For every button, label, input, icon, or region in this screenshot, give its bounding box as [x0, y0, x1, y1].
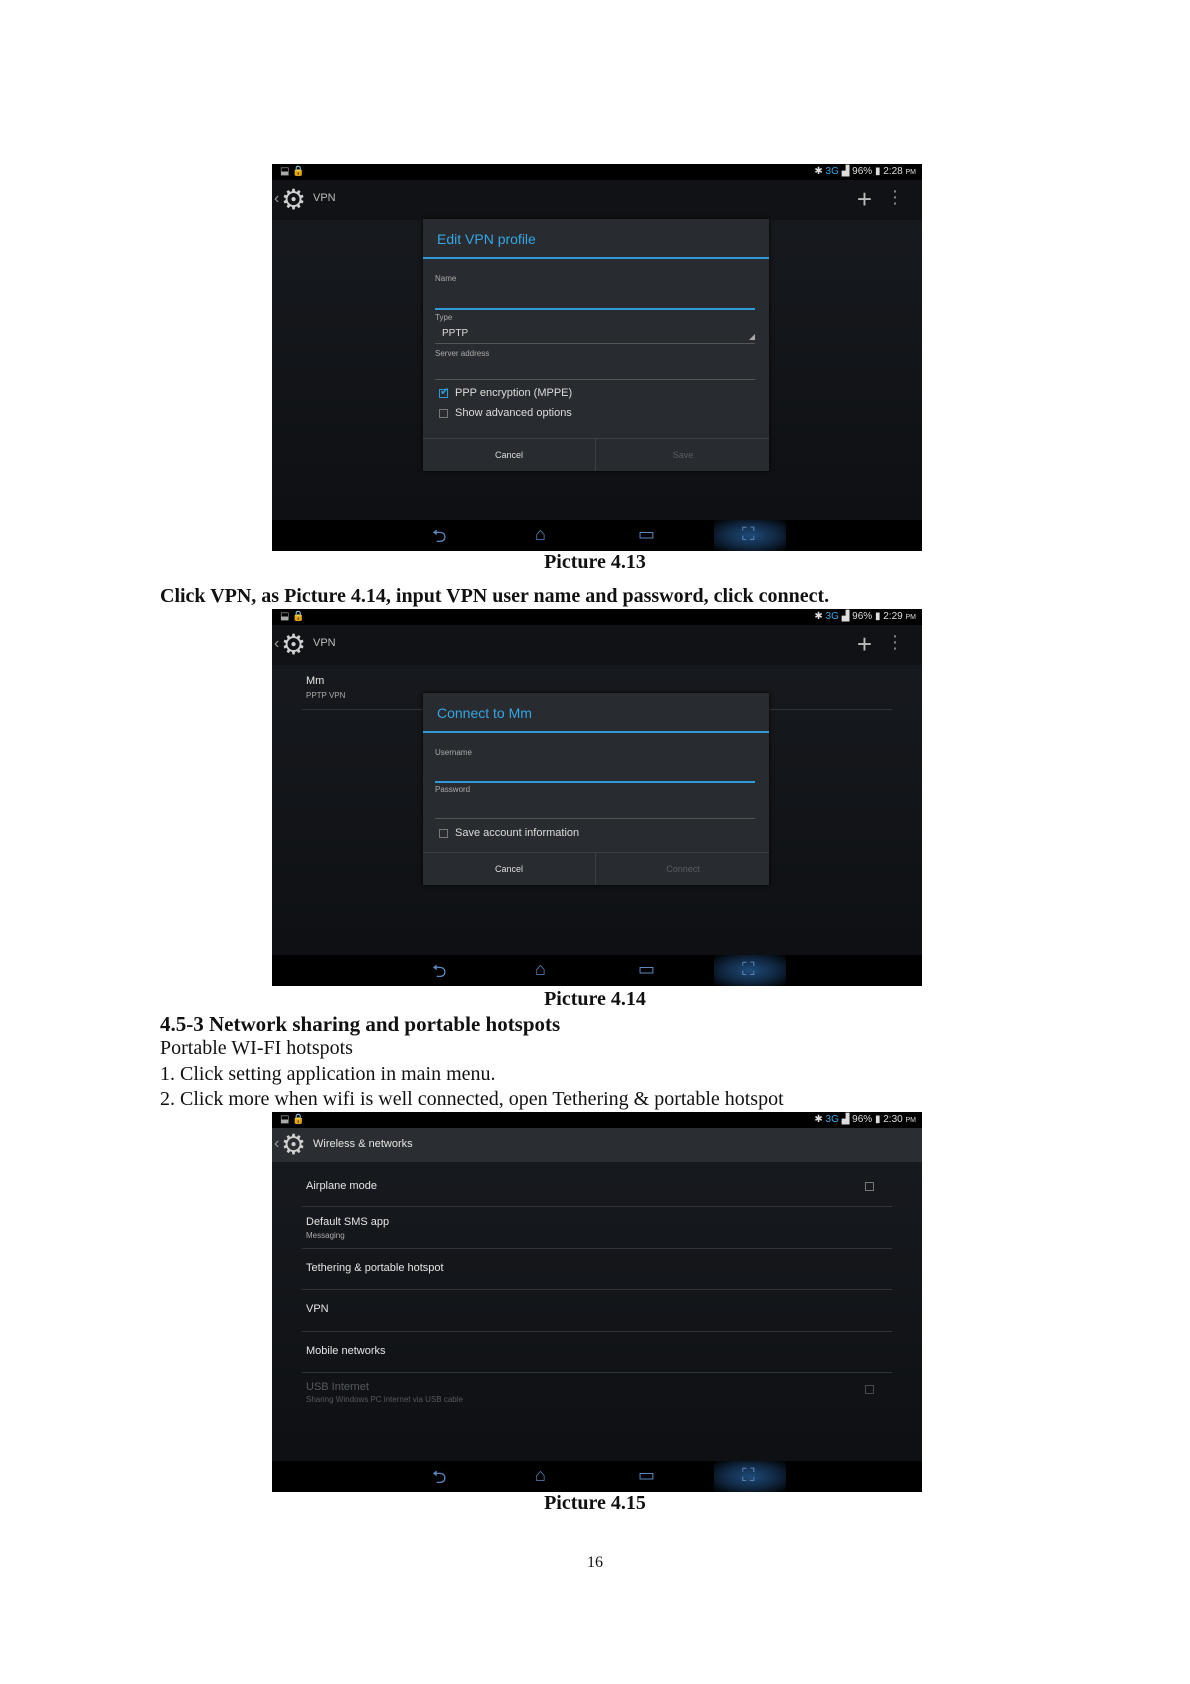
clock-ampm: PM: [905, 614, 916, 621]
section-heading: 4.5-3 Network sharing and portable hotspots: [160, 1012, 561, 1036]
step-2: 2. Click more when wifi is well connected, open Tethering & portable hotspot: [160, 1088, 784, 1110]
action-bar-title: VPN: [313, 637, 336, 649]
default-sms-item[interactable]: [302, 1207, 892, 1249]
instruction-connect-vpn: Click VPN, as Picture 4.14, input VPN user name and password, click connect.: [160, 585, 830, 607]
action-bar: [272, 625, 922, 665]
add-icon[interactable]: +: [856, 629, 872, 659]
type-label: Type: [435, 313, 453, 322]
status-bar: [272, 164, 922, 180]
airplane-mode-item[interactable]: [302, 1166, 892, 1207]
action-bar-title: VPN: [313, 192, 336, 204]
action-bar-title: Wireless & networks: [313, 1138, 413, 1150]
status-bar: [272, 1112, 922, 1128]
save-button[interactable]: Save: [672, 450, 694, 460]
type-spinner[interactable]: PPTP: [442, 328, 469, 339]
save-account-label: Save account information: [455, 827, 580, 839]
tethering-hotspot-label: Tethering & portable hotspot: [306, 1262, 444, 1274]
page-number: 16: [587, 1554, 603, 1571]
vpn-item[interactable]: [302, 1290, 892, 1332]
network-type: 3G: [825, 1114, 839, 1125]
mobile-networks-item[interactable]: [302, 1332, 892, 1373]
dialog-title: Edit VPN profile: [423, 219, 769, 259]
save-account-checkbox[interactable]: [439, 829, 448, 838]
screenshot-icon[interactable]: ⛶: [742, 1465, 755, 1485]
dialog-title: Connect to Mm: [423, 693, 769, 733]
home-icon[interactable]: ⌂: [535, 959, 546, 979]
usb-internet-item: [302, 1373, 892, 1415]
username-input[interactable]: [435, 781, 755, 783]
step-1: 1. Click setting application in main menu.: [160, 1063, 496, 1085]
caption-picture-4-13: Picture 4.13: [544, 551, 646, 573]
username-label: Username: [435, 748, 472, 757]
screenshot-icon[interactable]: ⛶: [742, 959, 755, 979]
airplane-mode-checkbox[interactable]: [865, 1182, 874, 1191]
password-input[interactable]: [435, 818, 755, 819]
server-address-input[interactable]: [435, 379, 755, 380]
battery-icon: ▮: [874, 1114, 881, 1125]
battery-level: 96%: [852, 611, 873, 622]
signal-icon: ▟: [841, 1114, 850, 1125]
dialog-buttons: [423, 852, 769, 885]
status-info: [814, 1114, 916, 1125]
bluetooth-icon: ✱: [814, 611, 823, 622]
name-label: Name: [435, 274, 457, 283]
usb-internet-description: Sharing Windows PC internet via USB cable: [306, 1395, 463, 1404]
notification-icons: ⬓ 🔒: [280, 1114, 305, 1125]
network-type: 3G: [825, 166, 839, 177]
battery-icon: ▮: [874, 611, 881, 622]
airplane-mode-label: Airplane mode: [306, 1180, 377, 1192]
back-icon[interactable]: ⮌: [432, 961, 447, 981]
password-label: Password: [435, 785, 471, 794]
vpn-name: Mm: [306, 675, 325, 687]
caption-picture-4-14: Picture 4.14: [544, 988, 646, 1010]
bluetooth-icon: ✱: [814, 166, 823, 177]
up-caret-icon[interactable]: ‹: [274, 190, 280, 207]
screenshot-edit-vpn: [272, 164, 922, 551]
connect-vpn-dialog: [423, 693, 769, 885]
status-bar: [272, 609, 922, 625]
battery-icon: ▮: [874, 166, 881, 177]
default-sms-value: Messaging: [306, 1231, 345, 1240]
recents-icon[interactable]: ▭: [638, 959, 656, 979]
recents-icon[interactable]: ▭: [638, 524, 656, 544]
ppp-encryption-label: PPP encryption (MPPE): [455, 387, 573, 399]
caption-picture-4-15: Picture 4.15: [544, 1492, 646, 1514]
add-icon[interactable]: +: [856, 184, 872, 214]
clock: 2:28: [883, 166, 903, 177]
screenshot-connect-vpn: [272, 609, 922, 986]
advanced-options-checkbox[interactable]: [439, 409, 448, 418]
up-caret-icon[interactable]: ‹: [274, 1135, 280, 1152]
type-underline: [435, 343, 755, 344]
mobile-networks-label: Mobile networks: [306, 1345, 386, 1357]
navigation-bar: [272, 1461, 922, 1492]
clock-ampm: PM: [905, 169, 916, 176]
home-icon[interactable]: ⌂: [535, 1465, 546, 1485]
battery-level: 96%: [852, 166, 873, 177]
name-input[interactable]: [435, 308, 755, 310]
bluetooth-icon: ✱: [814, 1114, 823, 1125]
back-icon[interactable]: ⮌: [432, 1467, 447, 1487]
spinner-arrow-icon: [749, 334, 755, 340]
status-info: [814, 611, 916, 622]
edit-vpn-dialog: [423, 219, 769, 471]
notification-icons: ⬓ 🔒: [280, 611, 305, 622]
status-info: [814, 166, 916, 177]
settings-gear-icon[interactable]: ⚙: [281, 1129, 307, 1160]
server-address-label: Server address: [435, 349, 490, 358]
vpn-label: VPN: [306, 1303, 329, 1315]
overflow-menu-icon[interactable]: ⋮: [886, 187, 904, 207]
navigation-bar: [272, 520, 922, 551]
clock-ampm: PM: [905, 1117, 916, 1124]
navigation-bar: [272, 955, 922, 986]
recents-icon[interactable]: ▭: [638, 1465, 656, 1485]
signal-icon: ▟: [841, 166, 850, 177]
screenshot-icon[interactable]: ⛶: [742, 524, 755, 544]
clock: 2:30: [883, 1114, 903, 1125]
settings-gear-icon[interactable]: ⚙: [281, 184, 307, 215]
advanced-options-label: Show advanced options: [455, 407, 572, 419]
settings-gear-icon[interactable]: ⚙: [281, 629, 307, 660]
dialog-buttons: [423, 438, 769, 471]
tethering-hotspot-item[interactable]: [302, 1249, 892, 1290]
home-icon[interactable]: ⌂: [535, 524, 546, 544]
overflow-menu-icon[interactable]: ⋮: [886, 632, 904, 652]
connect-button[interactable]: Connect: [666, 864, 700, 874]
usb-internet-label: USB Internet: [306, 1381, 369, 1393]
section-subheading: Portable WI-FI hotspots: [160, 1037, 353, 1059]
battery-level: 96%: [852, 1114, 873, 1125]
signal-icon: ▟: [841, 611, 850, 622]
cancel-button[interactable]: Cancel: [423, 439, 596, 471]
notification-icons: ⬓ 🔒: [280, 166, 305, 177]
up-caret-icon[interactable]: ‹: [274, 635, 280, 652]
usb-internet-checkbox: [865, 1385, 874, 1394]
action-bar: [272, 1128, 922, 1162]
default-sms-label: Default SMS app: [306, 1216, 390, 1228]
action-bar: [272, 180, 922, 220]
back-icon[interactable]: ⮌: [432, 526, 447, 546]
network-type: 3G: [825, 611, 839, 622]
clock: 2:29: [883, 611, 903, 622]
ppp-encryption-checkbox[interactable]: [439, 389, 448, 398]
screenshot-wireless-networks: [272, 1112, 922, 1492]
cancel-button[interactable]: Cancel: [423, 853, 596, 885]
vpn-type: PPTP VPN: [306, 691, 346, 700]
